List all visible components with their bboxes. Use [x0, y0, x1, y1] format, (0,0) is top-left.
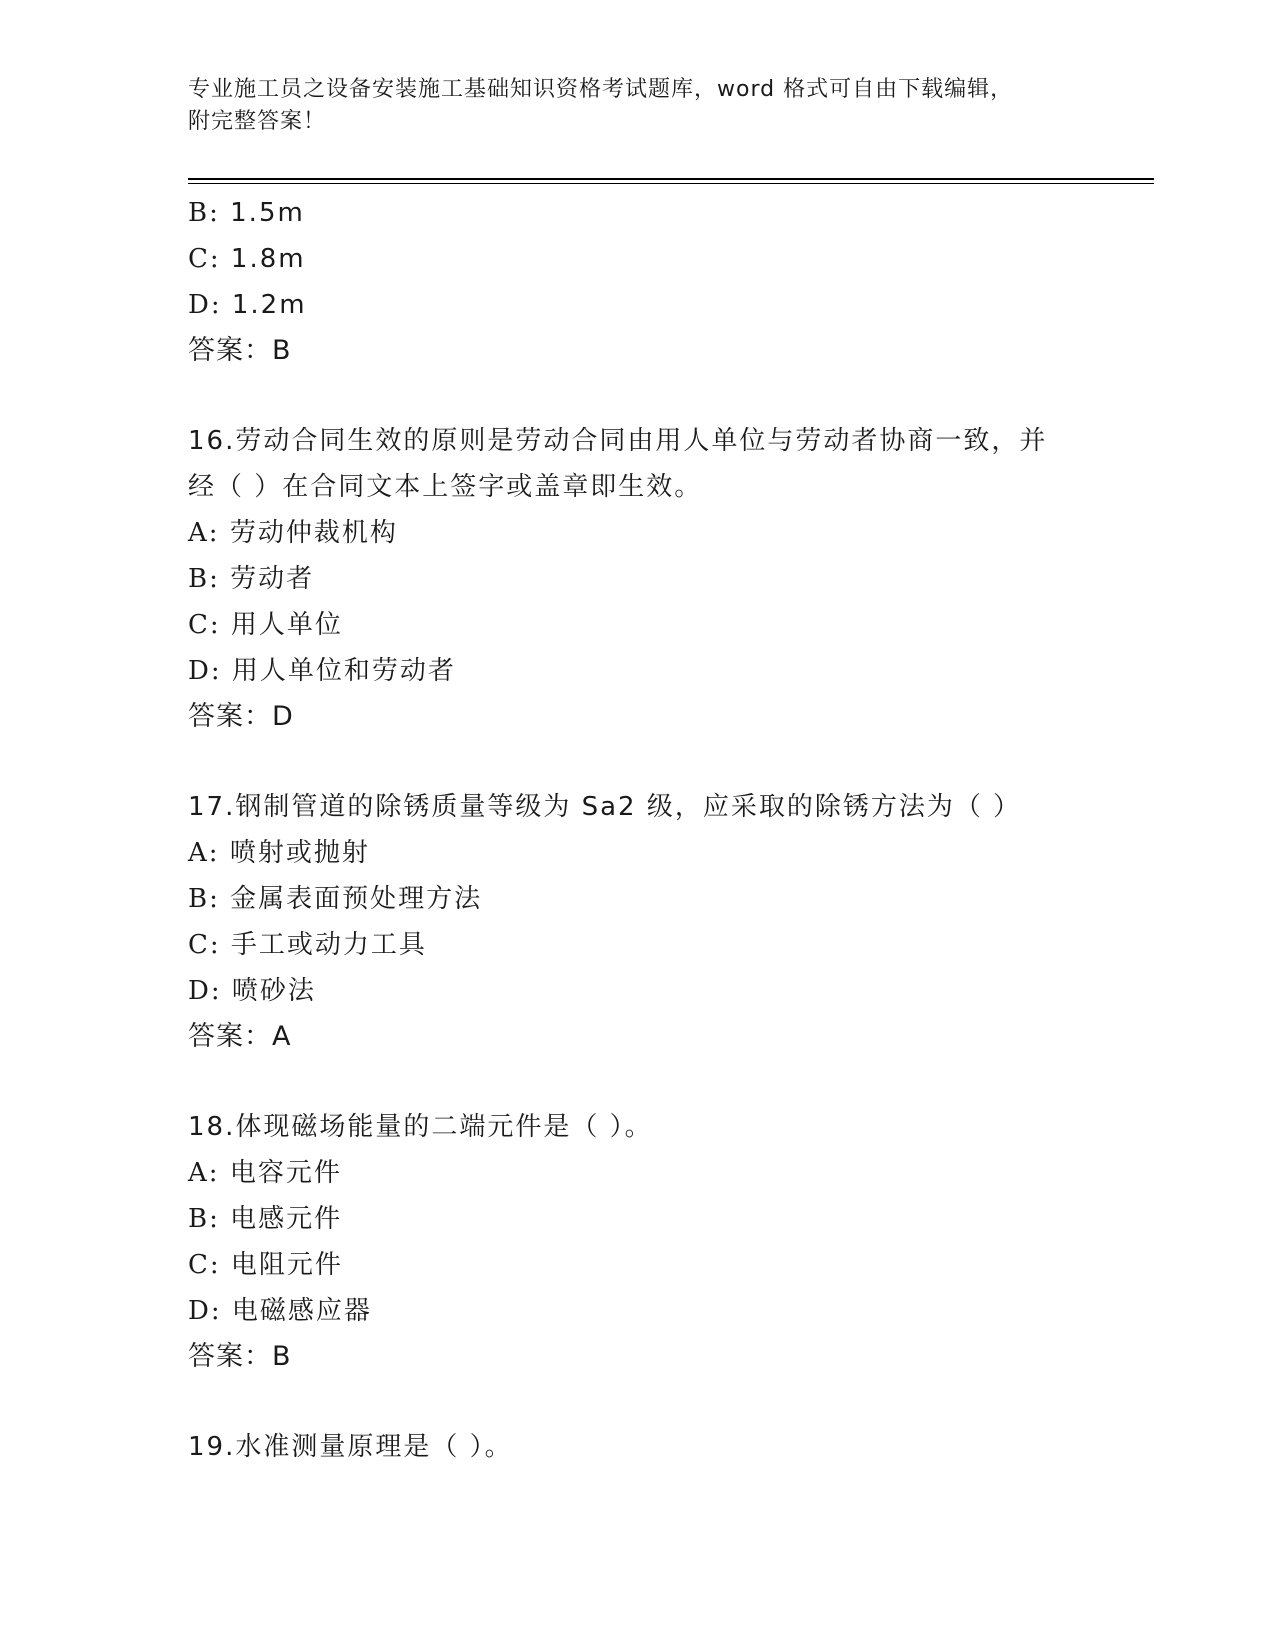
answer: 答案：B	[188, 335, 292, 366]
option-letter: D:	[188, 1296, 222, 1326]
option-c	[188, 236, 1108, 282]
option-text: 电感元件	[230, 1204, 343, 1234]
option-d	[188, 968, 1108, 1014]
option-letter: A:	[188, 1158, 220, 1188]
option-b	[188, 556, 1108, 602]
option-letter: B:	[188, 564, 220, 594]
option-b	[188, 876, 1108, 922]
option-text: 电阻元件	[230, 1250, 343, 1280]
option-text: 电容元件	[229, 1158, 342, 1188]
question-17	[188, 784, 1108, 1060]
option-text: 劳动者	[230, 564, 315, 594]
question-18	[188, 1104, 1108, 1380]
option-letter: D:	[188, 290, 222, 320]
question-15-continued	[188, 190, 1108, 374]
option-text: 喷砂法	[231, 976, 316, 1006]
option-a	[188, 510, 1108, 556]
document-header	[188, 74, 1088, 138]
question-stem: 19.水准测量原理是（ ）。	[188, 1432, 513, 1462]
option-letter: C:	[188, 930, 221, 960]
option-letter: C:	[188, 1250, 221, 1280]
option-letter: B:	[188, 1204, 220, 1234]
option-b	[188, 190, 1108, 236]
option-text: 金属表面预处理方法	[230, 884, 483, 914]
option-a	[188, 830, 1108, 876]
option-letter: A:	[188, 518, 220, 548]
option-text: 1.5m	[230, 198, 305, 228]
question-16	[188, 418, 1108, 740]
answer: 答案：A	[188, 1021, 292, 1052]
question-19	[188, 1424, 1108, 1470]
option-text: 1.8m	[230, 244, 306, 274]
answer: 答案：D	[188, 701, 294, 732]
option-text: 用人单位	[230, 610, 343, 640]
option-d	[188, 1288, 1108, 1334]
option-b	[188, 1196, 1108, 1242]
header-divider	[188, 178, 1154, 180]
question-stem: 16.劳动合同生效的原则是劳动合同由用人单位与劳动者协商一致，并	[188, 426, 1048, 456]
header-divider-thin	[188, 183, 1154, 184]
option-text: 1.2m	[231, 290, 307, 320]
option-d	[188, 282, 1108, 328]
option-letter: D:	[188, 976, 222, 1006]
question-stem-continued: 经（ ）在合同文本上签字或盖章即生效。	[188, 472, 703, 502]
option-d	[188, 648, 1108, 694]
question-stem: 17.钢制管道的除锈质量等级为 Sa2 级，应采取的除锈方法为（ ）	[188, 792, 1022, 822]
option-letter: C:	[188, 610, 221, 640]
option-letter: B:	[188, 198, 220, 228]
option-c	[188, 922, 1108, 968]
header-title-line1: 专业施工员之设备安装施工基础知识资格考试题库，word 格式可自由下载编辑，	[188, 77, 1014, 102]
option-c	[188, 602, 1108, 648]
option-letter: A:	[188, 838, 220, 868]
option-letter: D:	[188, 656, 222, 686]
answer: 答案：B	[188, 1341, 292, 1372]
option-a	[188, 1150, 1108, 1196]
option-letter: C:	[188, 244, 221, 274]
question-stem: 18.体现磁场能量的二端元件是（ ）。	[188, 1112, 653, 1142]
option-letter: B:	[188, 884, 220, 914]
option-text: 劳动仲裁机构	[229, 518, 398, 548]
option-text: 用人单位和劳动者	[231, 656, 456, 686]
document-content	[188, 190, 1108, 1470]
header-title-line2: 附完整答案！	[188, 109, 327, 134]
option-text: 手工或动力工具	[230, 930, 427, 960]
option-text: 喷射或抛射	[229, 838, 370, 868]
option-c	[188, 1242, 1108, 1288]
option-text: 电磁感应器	[231, 1296, 372, 1326]
